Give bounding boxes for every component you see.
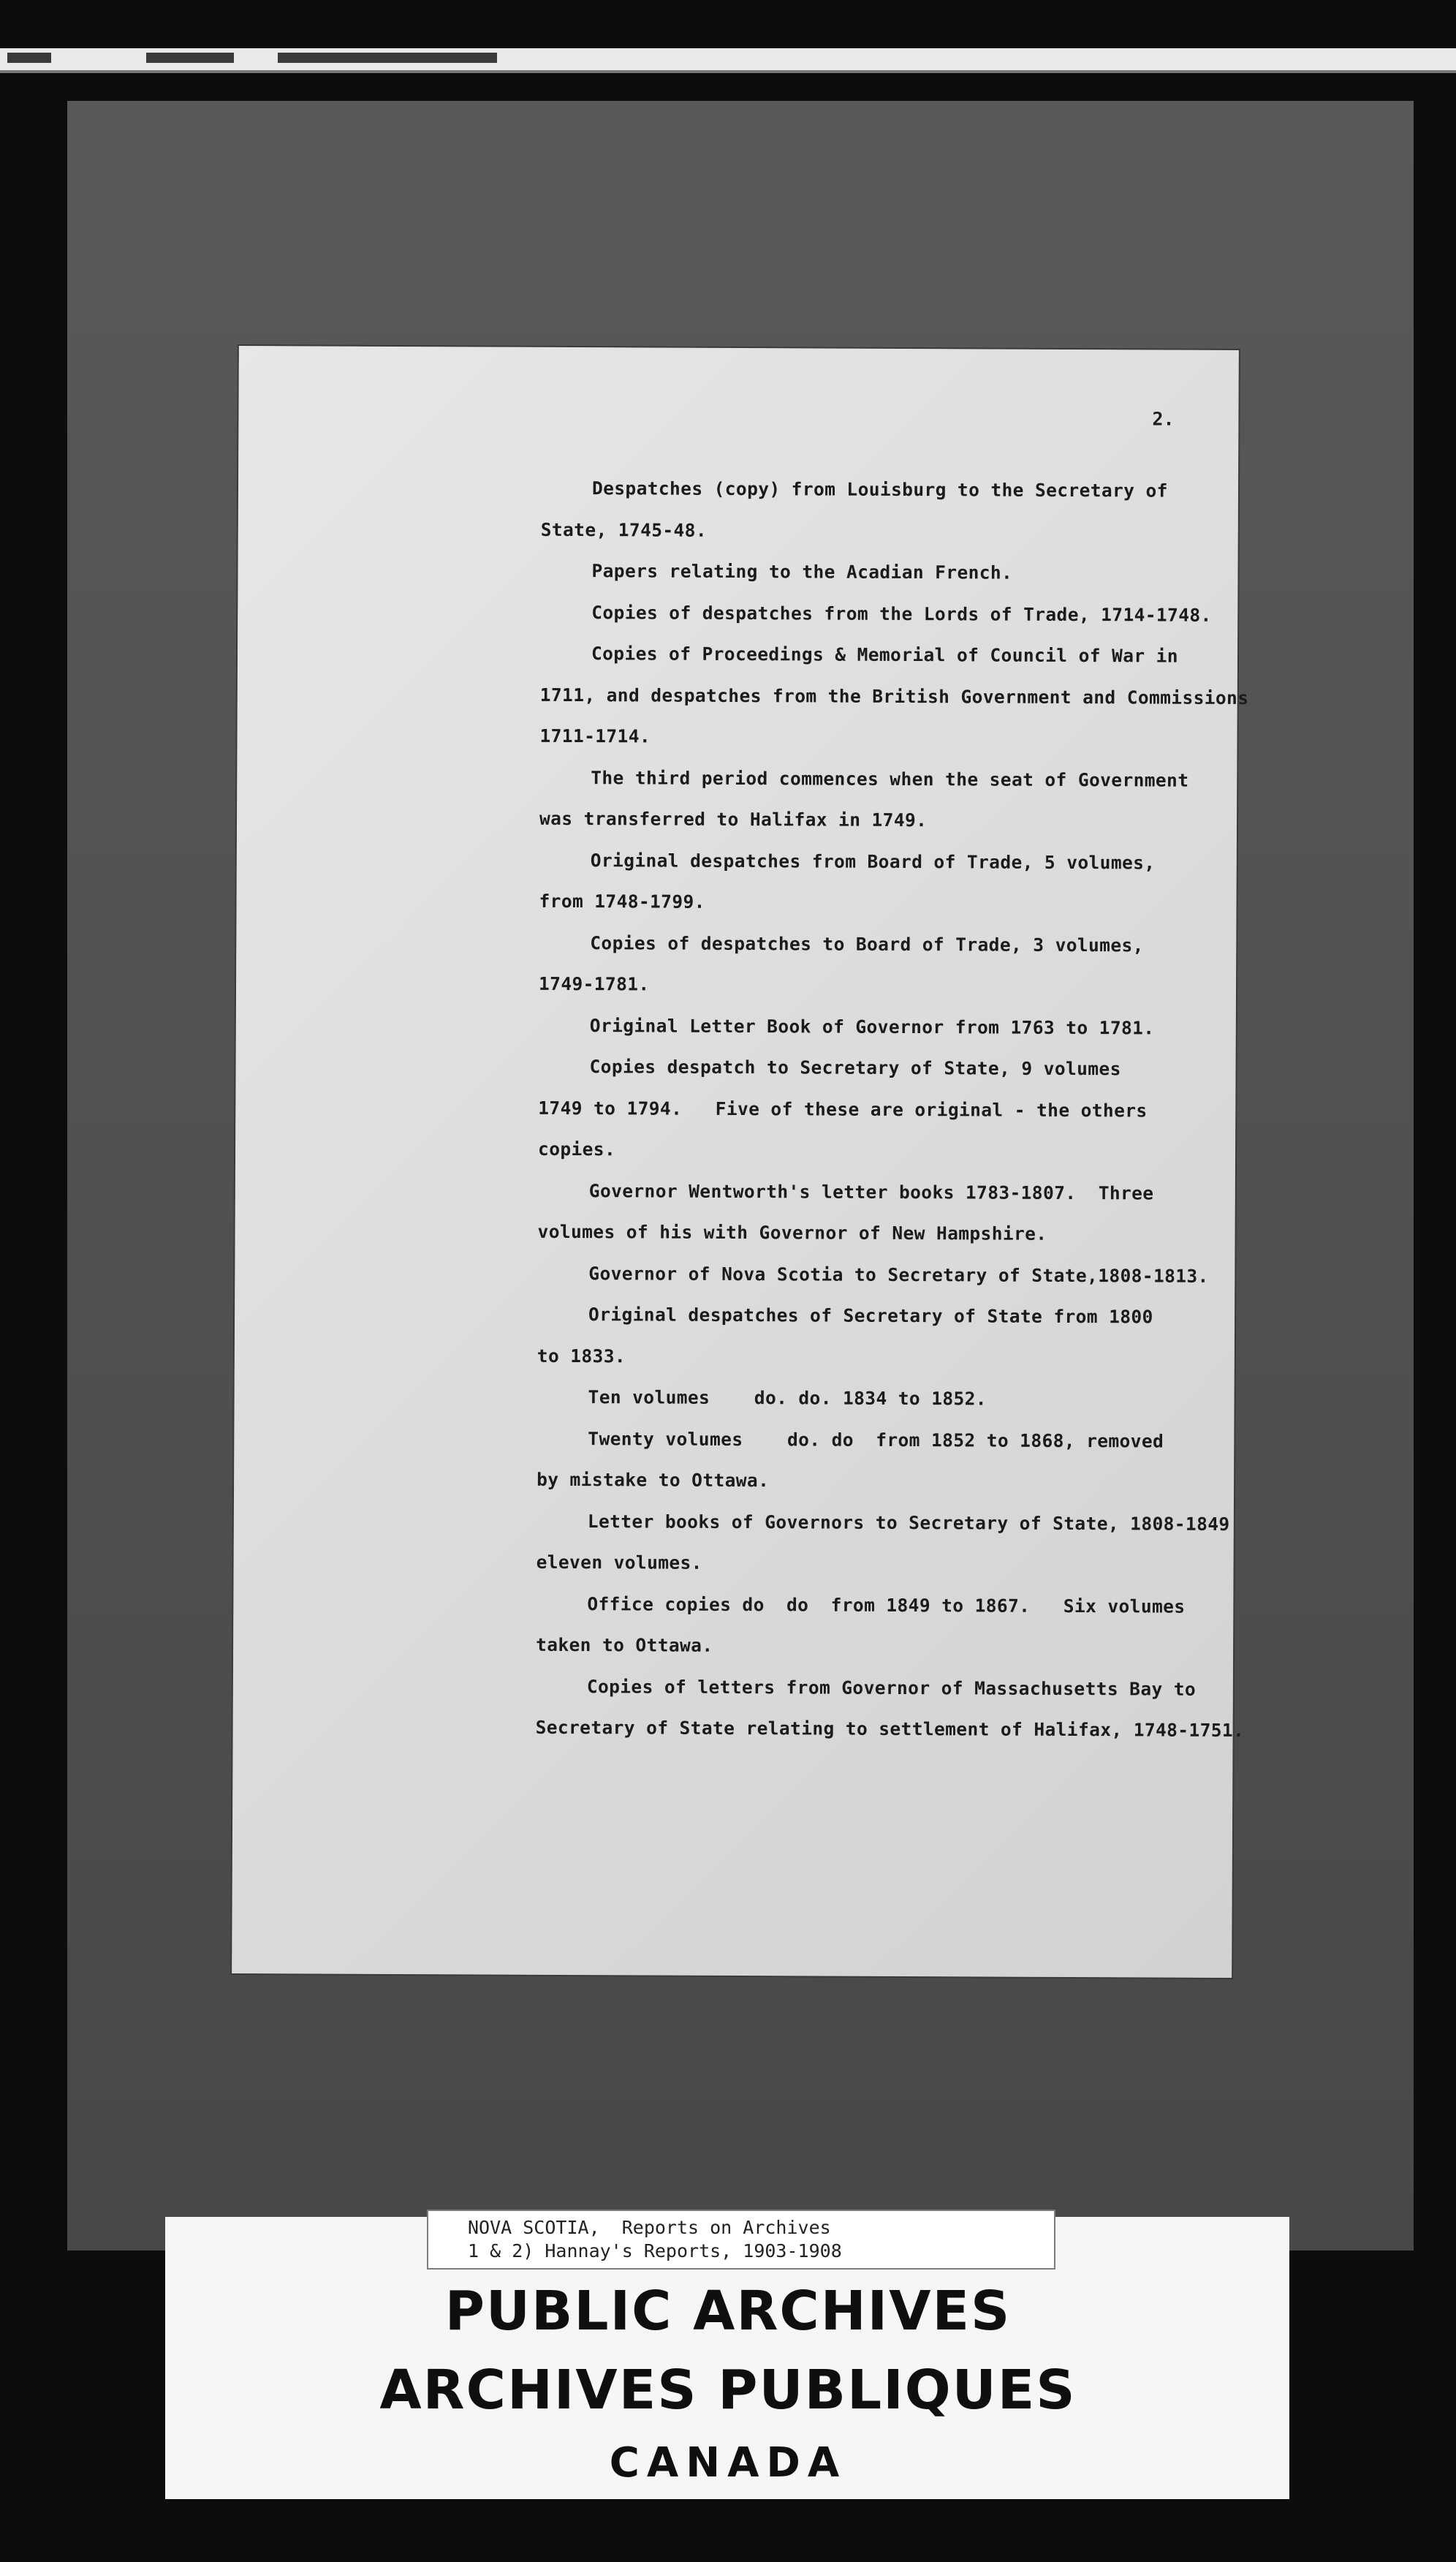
text-line: 1711-1714.: [539, 725, 651, 747]
text-line: Governor Wentworth's letter books 1783-1807. Three: [588, 1180, 1154, 1204]
text-line: Despatches (copy) from Louisburg to the Secretary of: [591, 477, 1168, 502]
text-line: was transferred to Halifax in 1749.: [539, 807, 928, 831]
text-line: Office copies do do from 1849 to 1867. Six volumes: [587, 1593, 1186, 1617]
text-line: The third period commences when the seat of Government: [591, 767, 1189, 791]
text-line: copies.: [538, 1138, 616, 1160]
film-edge-strip: [0, 48, 1456, 73]
text-line: Copies of Proceedings & Memorial of Council of War in: [591, 643, 1179, 667]
text-line: State, 1745-48.: [540, 518, 708, 541]
archive-title-english: PUBLIC ARCHIVES: [444, 2280, 1012, 2343]
text-line: Original Letter Book of Governor from 1763 to 1781.: [589, 1015, 1155, 1039]
text-line: from 1748-1799.: [539, 890, 705, 912]
film-edge-mark: [146, 53, 234, 63]
text-line: by mistake to Ottawa.: [536, 1468, 770, 1492]
text-line: Original despatches from Board of Trade, 5 volumes,: [590, 850, 1156, 874]
page-number: 2.: [1152, 408, 1175, 430]
film-edge-mark: [278, 53, 497, 63]
text-line: Copies despatch to Secretary of State, 9 volumes: [589, 1056, 1121, 1080]
text-line: 1711, and despatches from the British Government and Commissions: [539, 684, 1249, 709]
text-line: Copies of despatches to Board of Trade, 3 volumes,: [590, 932, 1144, 956]
archive-title-country: CANADA: [609, 2439, 847, 2487]
text-line: eleven volumes.: [536, 1551, 702, 1573]
text-line: Twenty volumes do. do from 1852 to 1868, removed: [588, 1428, 1164, 1452]
text-line: 1749 to 1794. Five of these are original - the others: [538, 1097, 1148, 1122]
catalog-tag-line-1: NOVA SCOTIA, Reports on Archives: [468, 2217, 831, 2238]
text-line: Ten volumes do. do. 1834 to 1852.: [588, 1386, 987, 1410]
text-line: Governor of Nova Scotia to Secretary of State,1808-1813.: [588, 1263, 1209, 1287]
text-line: Letter books of Governors to Secretary of State, 1808-1849: [587, 1511, 1230, 1535]
typed-document-page: [232, 346, 1249, 1978]
text-line: 1749-1781.: [538, 972, 650, 995]
catalog-tag: [427, 2210, 1055, 2270]
text-line: Secretary of State relating to settlement of Halifax, 1748-1751.: [535, 1716, 1245, 1742]
document-body: [232, 476, 1249, 1943]
text-line: Copies of despatches from the Lords of Trade, 1714-1748.: [591, 602, 1212, 626]
text-line: Original despatches of Secretary of State from 1800: [588, 1304, 1153, 1328]
text-line: taken to Ottawa.: [536, 1633, 713, 1656]
archive-title-french: ARCHIVES PUBLIQUES: [379, 2359, 1077, 2422]
text-line: Papers relating to the Acadian French.: [591, 560, 1013, 583]
catalog-tag-line-2: 1 & 2) Hannay's Reports, 1903-1908: [468, 2240, 842, 2261]
text-line: Copies of letters from Governor of Massachusetts Bay to: [586, 1676, 1197, 1700]
text-line: to 1833.: [536, 1345, 626, 1367]
film-edge-mark: [7, 53, 51, 63]
text-line: volumes of his with Governor of New Hampshire.: [537, 1220, 1047, 1244]
